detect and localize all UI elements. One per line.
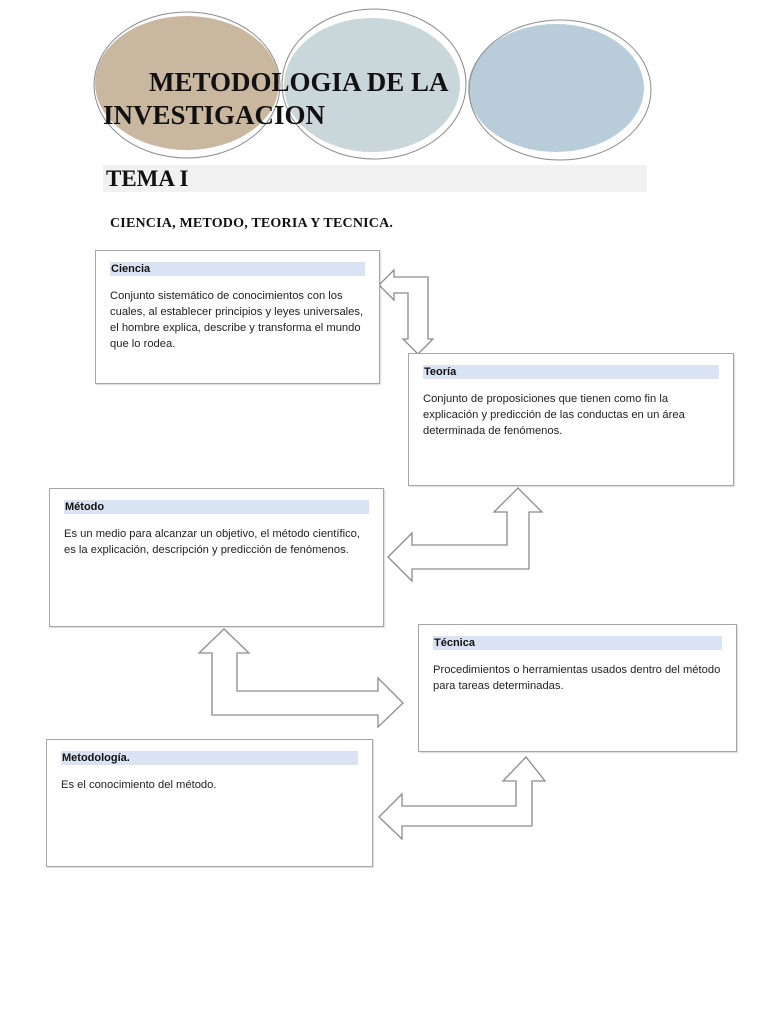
concept-box-metodo <box>49 488 384 627</box>
concept-heading: Ciencia <box>110 262 365 276</box>
concept-heading: Metodología. <box>61 751 358 765</box>
connector-arrow-teoria-metodo <box>388 488 542 581</box>
concept-heading: Método <box>64 500 369 514</box>
concept-heading: Teoría <box>423 365 719 379</box>
concept-text: Conjunto sistemático de conocimientos con los cuales, al establecer principios y leyes universales, el hombre explica, describe y transforma el mundo que lo rodea. <box>110 290 364 350</box>
connector-arrow-tecnica-metodologia <box>379 757 545 839</box>
section-subtitle: CIENCIA, METODO, TEORIA Y TECNICA. <box>110 216 394 231</box>
connector-arrow-ciencia-teoria <box>379 270 433 354</box>
connector-arrow-metodo-tecnica <box>199 629 403 727</box>
concept-text: Es un medio para alcanzar un objetivo, el método científico, es la explicación, descripción y predicción de fenómenos. <box>64 528 361 556</box>
concept-box-teoria <box>408 353 734 486</box>
title-line-2: INVESTIGACION <box>103 100 326 130</box>
concept-box-ciencia <box>95 250 380 384</box>
concept-text: Es el conocimiento del método. <box>61 779 217 791</box>
tema-heading: TEMA I <box>106 166 189 191</box>
concept-box-metodologia <box>46 739 373 867</box>
concept-text: Procedimientos o herramientas usados dentro del método para tareas determinadas. <box>433 664 721 692</box>
tema-heading-bar <box>103 165 647 192</box>
concept-text: Conjunto de proposiciones que tienen como fin la explicación y predicción de las conductas en un área determinada de fenómenos. <box>423 393 685 437</box>
title-line-1: METODOLOGIA DE LA <box>149 67 449 97</box>
document-title <box>103 66 503 132</box>
concept-box-tecnica <box>418 624 737 752</box>
concept-heading: Técnica <box>433 636 722 650</box>
